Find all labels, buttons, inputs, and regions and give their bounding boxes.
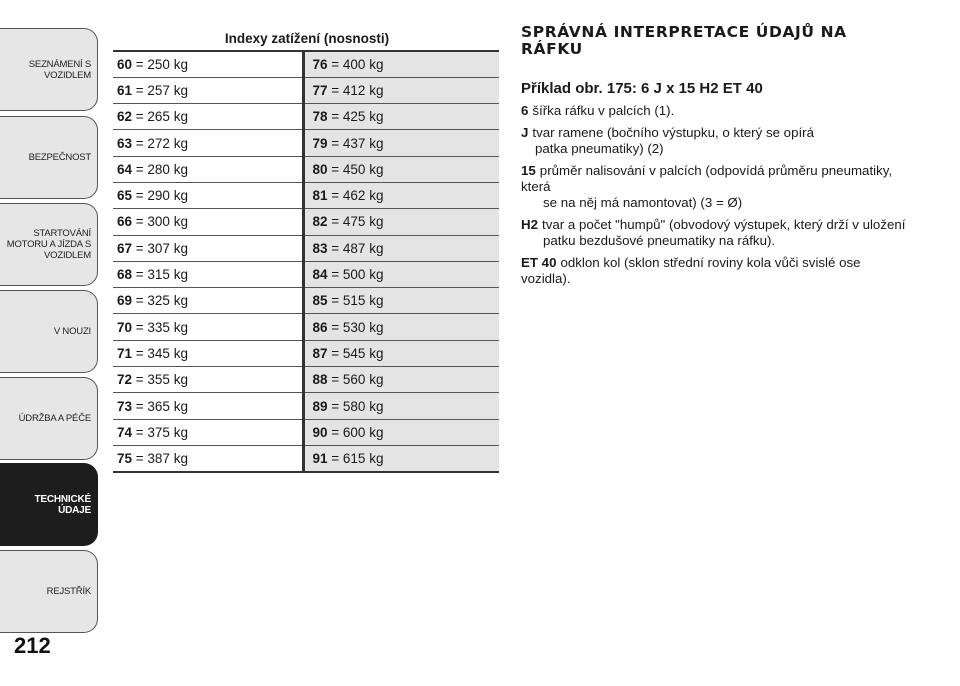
load-value: = 600 kg xyxy=(327,424,384,440)
definition-text: průměr nalisování v palcích (odpovídá průměru pneumatiky, která xyxy=(521,163,893,194)
load-value: = 272 kg xyxy=(132,135,188,151)
definition-item xyxy=(521,103,911,119)
table-cell-right xyxy=(303,419,499,445)
load-index: 79 xyxy=(312,135,328,151)
definition-item xyxy=(521,255,911,287)
load-value: = 290 kg xyxy=(132,188,188,204)
load-value: = 475 kg xyxy=(327,214,384,230)
table-cell-left xyxy=(113,261,303,287)
load-value: = 355 kg xyxy=(132,372,188,388)
load-index: 88 xyxy=(312,372,328,388)
load-value: = 307 kg xyxy=(132,240,188,256)
load-value: = 315 kg xyxy=(132,267,188,283)
table-cell-right xyxy=(303,261,499,287)
load-index: 64 xyxy=(117,161,133,177)
table-row xyxy=(113,419,499,445)
load-value: = 300 kg xyxy=(132,214,188,230)
load-index: 87 xyxy=(312,345,328,361)
table-cell-right xyxy=(303,288,499,314)
table-cell-right xyxy=(303,235,499,261)
load-index: 73 xyxy=(117,398,133,414)
load-index: 81 xyxy=(312,188,328,204)
table-cell-right xyxy=(303,367,499,393)
table-cell-left xyxy=(113,288,303,314)
definition-text: tvar a počet "humpů" (obvodový výstupek, který drží v uložení xyxy=(542,217,906,232)
load-index: 82 xyxy=(312,214,328,230)
definition-item xyxy=(521,163,911,211)
table-cell-left xyxy=(113,314,303,340)
table-cell-right xyxy=(303,104,499,130)
load-value: = 487 kg xyxy=(327,240,384,256)
table-cell-left xyxy=(113,104,303,130)
tab-v-nouzi[interactable]: V NOUZI xyxy=(0,290,98,373)
load-index: 86 xyxy=(312,319,328,335)
table-cell-right xyxy=(303,393,499,419)
load-index: 68 xyxy=(117,267,133,283)
definition-code: 15 xyxy=(521,163,536,178)
table-cell-left xyxy=(113,130,303,156)
table-cell-right xyxy=(303,77,499,103)
load-index: 85 xyxy=(312,293,328,309)
table-row xyxy=(113,340,499,366)
load-value: = 250 kg xyxy=(132,56,188,72)
table-row xyxy=(113,288,499,314)
table-row xyxy=(113,77,499,103)
section-heading: SPRÁVNÁ INTERPRETACE ÚDAJŮ NA RÁFKU xyxy=(521,23,847,58)
load-index: 76 xyxy=(312,56,328,72)
table-cell-right xyxy=(303,130,499,156)
load-index: 91 xyxy=(312,450,328,466)
table-cell-left xyxy=(113,393,303,419)
load-value: = 325 kg xyxy=(132,293,188,309)
tab-seznameni[interactable]: SEZNÁMENÍ S VOZIDLEM xyxy=(0,28,98,111)
example-heading: Příklad obr. 175: 6 J x 15 H2 ET 40 xyxy=(521,80,763,97)
load-value: = 560 kg xyxy=(327,372,384,388)
load-index: 83 xyxy=(312,240,328,256)
table-row xyxy=(113,51,499,77)
table-title: Indexy zatížení (nosnosti) xyxy=(224,31,390,46)
load-index: 78 xyxy=(312,109,328,125)
definition-text: šířka ráfku v palcích (1). xyxy=(532,103,675,118)
load-value: = 437 kg xyxy=(327,135,384,151)
definition-text-cont: patku bezdušové pneumatiky na ráfku). xyxy=(543,233,776,248)
table-cell-left xyxy=(113,235,303,261)
definition-item xyxy=(521,125,911,157)
table-cell-left xyxy=(113,209,303,235)
load-index: 69 xyxy=(117,293,133,309)
load-value: = 450 kg xyxy=(327,161,384,177)
definition-code: ET 40 xyxy=(521,255,557,270)
load-index: 67 xyxy=(117,240,133,256)
load-value: = 375 kg xyxy=(132,424,188,440)
tab-technicke-udaje[interactable]: TECHNICKÉ ÚDAJE xyxy=(0,463,98,546)
load-index: 60 xyxy=(117,56,133,72)
tab-bezpecnost[interactable]: BEZPEČNOST xyxy=(0,116,98,199)
load-index: 65 xyxy=(117,188,133,204)
table-row xyxy=(113,314,499,340)
load-value: = 335 kg xyxy=(132,319,188,335)
table-cell-right xyxy=(303,209,499,235)
load-index: 77 xyxy=(312,82,328,98)
load-value: = 400 kg xyxy=(327,56,384,72)
tab-udrzba[interactable]: ÚDRŽBA A PÉČE xyxy=(0,377,98,460)
table-row xyxy=(113,209,499,235)
load-index-table xyxy=(113,50,499,473)
definition-text: tvar ramene (bočního výstupku, o který se opírá xyxy=(532,125,814,140)
load-index: 66 xyxy=(117,214,133,230)
table-cell-left xyxy=(113,156,303,182)
table-row xyxy=(113,156,499,182)
load-value: = 580 kg xyxy=(327,398,384,414)
table-row xyxy=(113,367,499,393)
definition-list xyxy=(521,103,911,293)
table-cell-left xyxy=(113,77,303,103)
table-row xyxy=(113,445,499,471)
table-cell-left xyxy=(113,51,303,77)
table-cell-right xyxy=(303,445,499,471)
table-row xyxy=(113,393,499,419)
table-row xyxy=(113,235,499,261)
table-cell-left xyxy=(113,182,303,208)
table-cell-left xyxy=(113,367,303,393)
load-value: = 500 kg xyxy=(327,267,384,283)
load-index: 75 xyxy=(117,450,133,466)
table-row xyxy=(113,104,499,130)
table-cell-right xyxy=(303,182,499,208)
load-index: 70 xyxy=(117,319,133,335)
load-index: 62 xyxy=(117,109,133,125)
page-number: 212 xyxy=(14,633,51,658)
load-index: 74 xyxy=(117,424,133,440)
tab-startovani[interactable]: STARTOVÁNÍ MOTORU A JÍZDA S VOZIDLEM xyxy=(0,203,98,286)
load-value: = 545 kg xyxy=(327,345,384,361)
table-cell-right xyxy=(303,314,499,340)
definition-text: odklon kol (sklon střední roviny kola vůči svislé ose vozidla). xyxy=(521,255,861,286)
load-value: = 462 kg xyxy=(327,188,384,204)
tab-rejstrik[interactable]: REJSTŘÍK xyxy=(0,550,98,633)
load-value: = 530 kg xyxy=(327,319,384,335)
table-cell-right xyxy=(303,340,499,366)
table-row xyxy=(113,261,499,287)
load-value: = 265 kg xyxy=(132,109,188,125)
load-value: = 345 kg xyxy=(132,345,188,361)
load-index: 72 xyxy=(117,372,133,388)
load-value: = 615 kg xyxy=(327,450,384,466)
load-value: = 257 kg xyxy=(132,82,188,98)
load-index: 63 xyxy=(117,135,133,151)
table-cell-left xyxy=(113,340,303,366)
load-index: 80 xyxy=(312,161,328,177)
table-row xyxy=(113,182,499,208)
table-row xyxy=(113,130,499,156)
load-index: 84 xyxy=(312,267,328,283)
definition-code: 6 xyxy=(521,103,529,118)
load-index: 90 xyxy=(312,424,328,440)
load-value: = 365 kg xyxy=(132,398,188,414)
load-index: 61 xyxy=(117,82,133,98)
definition-code: J xyxy=(521,125,529,140)
table-cell-left xyxy=(113,419,303,445)
definition-text-cont: patka pneumatiky) (2) xyxy=(535,141,664,156)
load-value: = 412 kg xyxy=(327,82,384,98)
load-value: = 515 kg xyxy=(327,293,384,309)
load-value: = 425 kg xyxy=(327,109,384,125)
definition-text-cont: se na něj má namontovat) (3 = Ø) xyxy=(543,195,743,210)
table-cell-right xyxy=(303,156,499,182)
table-cell-left xyxy=(113,445,303,471)
table-cell-right xyxy=(303,51,499,77)
load-value: = 280 kg xyxy=(132,161,188,177)
load-value: = 387 kg xyxy=(132,450,188,466)
load-index: 89 xyxy=(312,398,328,414)
definition-item xyxy=(521,217,911,249)
definition-code: H2 xyxy=(521,217,538,232)
load-index: 71 xyxy=(117,345,133,361)
